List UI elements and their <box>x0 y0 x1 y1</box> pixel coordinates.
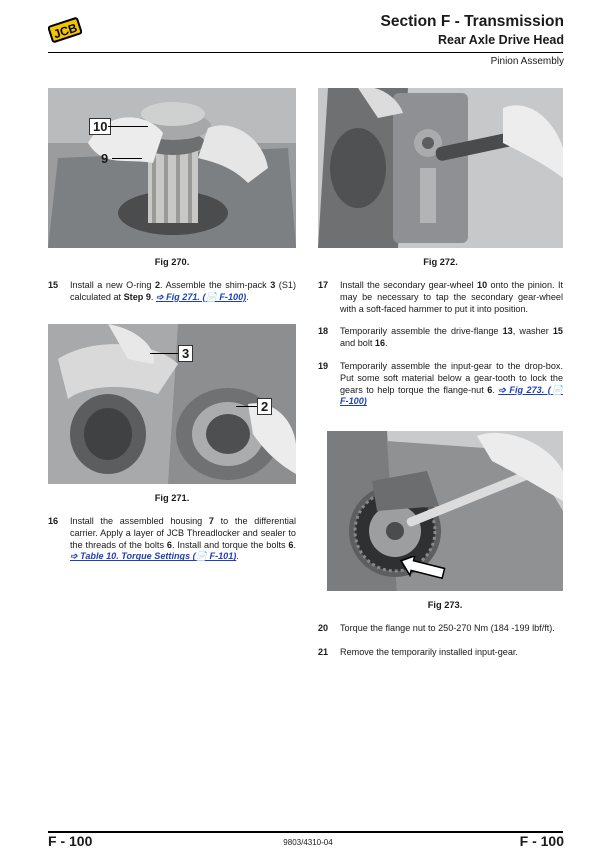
step-text: Install the assembled housing 7 to the differential carrier. Apply a layer of JCB Threadlocker and sealer to the threads of the bolts 6. Install and torque the bolts 6. ➩ Table 10. Torque Settings (📄 F-101). <box>70 516 297 562</box>
fig271-caption: Fig 271. <box>154 493 190 503</box>
step-number: 16 <box>48 516 59 526</box>
torque-table-link[interactable]: ➩ Table 10. Torque Settings (📄 F-101) <box>70 551 237 562</box>
leader-line <box>236 406 257 407</box>
step-17 <box>318 280 563 316</box>
fig273-caption: Fig 273. <box>427 600 463 610</box>
step-number: 19 <box>318 361 329 371</box>
step-text: Remove the temporarily installed input-gear. <box>340 647 518 657</box>
step-20 <box>318 623 563 637</box>
callout-3: 3 <box>178 345 193 362</box>
fig270-photo <box>48 88 296 248</box>
step-18 <box>318 326 563 350</box>
sub-title: Rear Axle Drive Head <box>438 33 564 47</box>
leader-line <box>150 353 178 354</box>
callout-10: 10 <box>89 118 111 135</box>
fig270-caption: Fig 270. <box>154 257 190 267</box>
header-divider <box>48 52 563 53</box>
arrow-icon <box>398 556 446 580</box>
step-21 <box>318 647 563 661</box>
fig272-photo <box>318 88 563 248</box>
step-text: Install the secondary gear-wheel 10 onto the pinion. It may be necessary to tap the secondary gear-wheel with a soft-faced hammer to put it into position. <box>340 280 563 314</box>
fig272-caption: Fig 272. <box>423 257 458 267</box>
step-number: 17 <box>318 280 329 290</box>
step-text: Torque the flange nut to 250-270 Nm (184 -199 lbf/ft). <box>340 623 555 633</box>
leader-line <box>108 126 148 127</box>
page-subject: Pinion Assembly <box>490 56 564 67</box>
page-number-right: F - 100 <box>519 833 564 849</box>
footer-divider <box>48 831 563 833</box>
fig273-link[interactable]: ➩ Fig 273. (📄 F-100) <box>340 384 564 407</box>
fig271-link[interactable]: ➩ Fig 271. (📄 F-100) <box>155 291 247 302</box>
step-15 <box>48 280 296 304</box>
step-text: Temporarily assemble the input-gear to the drop-box. Put some soft material below a gear-tooth to lock the gears to help torque the flange-nut 6. ➩ Fig 273. (📄 F-100) <box>340 361 564 407</box>
document-number: 9803/4310-04 <box>283 838 333 847</box>
step-number: 20 <box>318 623 329 633</box>
callout-2: 2 <box>257 398 272 415</box>
step-number: 18 <box>318 326 329 336</box>
step-number: 21 <box>318 647 329 657</box>
step-19 <box>318 361 563 409</box>
step-16 <box>48 516 296 564</box>
step-text: Install a new O-ring 2. Assemble the shim-pack 3 (S1) calculated at Step 9. ➩ Fig 271. (📄 F-100). <box>70 280 296 302</box>
leader-line <box>112 158 142 159</box>
jcb-logo <box>48 14 82 46</box>
page-number-left: F - 100 <box>48 833 93 849</box>
svg-text:JCB: JCB <box>51 20 79 42</box>
step-number: 15 <box>48 280 59 290</box>
section-title: Section F - Transmission <box>380 13 564 30</box>
step-text: Temporarily assemble the drive-flange 13, washer 15 and bolt 16. <box>340 326 563 348</box>
callout-9: 9 <box>101 151 109 166</box>
